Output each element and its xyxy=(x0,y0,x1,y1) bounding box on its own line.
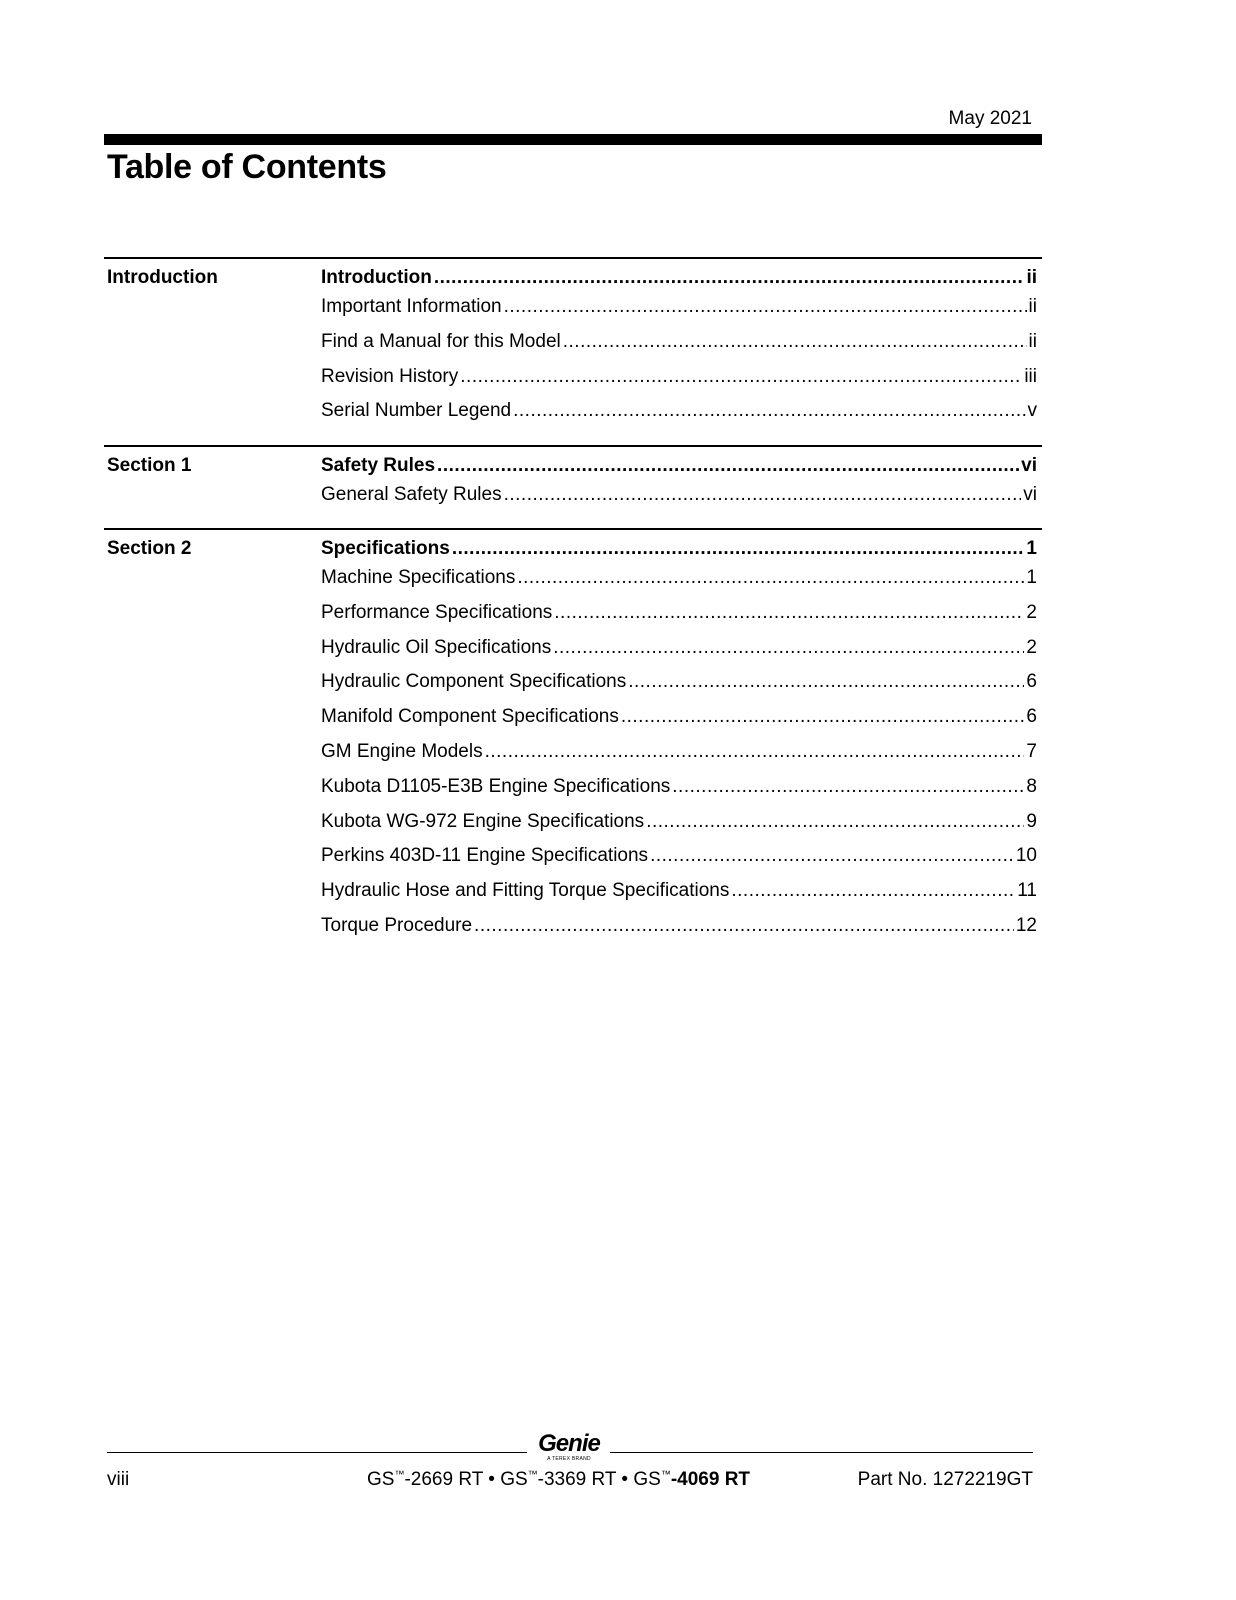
toc-entry-title: Kubota D1105-E3B Engine Specifications xyxy=(321,775,671,797)
toc-entry-title: Hydraulic Hose and Fitting Torque Specifications xyxy=(321,880,730,902)
toc-section-1 xyxy=(104,445,1042,505)
toc-leader-dots xyxy=(563,331,1027,353)
toc-entry-title: Perkins 403D-11 Engine Specifications xyxy=(321,845,649,867)
toc-entry-page: 6 xyxy=(1026,706,1037,728)
toc-entry-title: Important Information xyxy=(321,296,502,317)
toc-leader-dots xyxy=(621,706,1025,728)
date-label: May 2021 xyxy=(948,108,1032,129)
toc-entry[interactable] xyxy=(321,741,1037,776)
toc-entry-title: GM Engine Models xyxy=(321,740,483,762)
footer-rule-left xyxy=(107,1452,527,1453)
toc-entry-title: Hydraulic Oil Specifications xyxy=(321,636,552,658)
toc-entry[interactable] xyxy=(321,567,1037,602)
toc-leader-dots xyxy=(553,637,1024,659)
toc-leader-dots xyxy=(650,845,1014,867)
toc-entry-page: iii xyxy=(1024,365,1037,387)
toc-entry-page: ii xyxy=(1028,330,1037,352)
toc-entry-title: Performance Specifications xyxy=(321,601,553,623)
toc-entry-page: 1 xyxy=(1026,567,1037,588)
toc-leader-dots xyxy=(672,776,1024,798)
toc-entry[interactable] xyxy=(321,776,1037,811)
toc-entry-page: 7 xyxy=(1026,740,1037,762)
toc-entry-title: Find a Manual for this Model xyxy=(321,330,561,352)
toc-entry-title: Kubota WG-972 Engine Specifications xyxy=(321,810,645,832)
toc-entry-title: Manifold Component Specifications xyxy=(321,706,619,728)
toc-entry-page: 11 xyxy=(1017,880,1037,902)
footer-model-line: GS™-2669 RT • GS™-3369 RT • GS™-4069 RT xyxy=(367,1469,751,1490)
toc-leader-dots xyxy=(504,296,1027,318)
toc-entry-title: Introduction xyxy=(321,267,432,288)
header-rule xyxy=(104,134,1042,145)
toc-entry-page: v xyxy=(1027,400,1037,422)
toc-section-2 xyxy=(104,528,1042,936)
toc-entry-page: ii xyxy=(1028,296,1037,317)
toc-entry[interactable] xyxy=(321,602,1037,637)
footer-part-number: Part No. 1272219GT xyxy=(857,1469,1033,1490)
toc-entry-page: 9 xyxy=(1026,810,1037,832)
toc-leader-dots xyxy=(517,567,1024,589)
toc-entry[interactable] xyxy=(321,400,1037,435)
toc-leader-dots xyxy=(646,811,1024,833)
toc-entry[interactable] xyxy=(321,880,1037,915)
toc-entry[interactable] xyxy=(321,706,1037,741)
toc-entry-title: Specifications xyxy=(321,538,450,559)
toc-leader-dots xyxy=(434,267,1025,289)
toc-entry[interactable] xyxy=(321,845,1037,880)
toc-leader-dots xyxy=(452,538,1025,560)
toc-entry[interactable] xyxy=(321,484,1037,519)
footer-rule-right xyxy=(610,1452,1033,1453)
toc-entry-page: 12 xyxy=(1015,914,1037,936)
toc-entry-page: 2 xyxy=(1026,601,1037,623)
section-label: Section 2 xyxy=(107,538,192,559)
toc-entry-title: Machine Specifications xyxy=(321,567,516,588)
page-title: Table of Contents xyxy=(107,148,387,186)
toc-leader-dots xyxy=(474,915,1014,937)
toc-leader-dots xyxy=(485,741,1025,763)
toc-leader-dots xyxy=(437,455,1019,477)
toc-entry-page: vi xyxy=(1021,455,1037,476)
toc-entry-title: Safety Rules xyxy=(321,455,436,476)
section-label: Introduction xyxy=(107,267,218,288)
toc-entry[interactable] xyxy=(321,366,1037,401)
toc-entry-page: 2 xyxy=(1026,636,1037,658)
toc-leader-dots xyxy=(513,400,1025,422)
toc-entry-page: 10 xyxy=(1015,845,1037,867)
toc-leader-dots xyxy=(460,366,1022,388)
toc-entry[interactable] xyxy=(321,811,1037,846)
genie-logo: Genie A TEREX BRAND xyxy=(538,1430,600,1462)
toc-entry-page: vi xyxy=(1023,484,1037,505)
toc-entry-title: Torque Procedure xyxy=(321,914,473,936)
toc-section-introduction xyxy=(104,257,1042,422)
toc-entry[interactable] xyxy=(321,538,1037,567)
toc-leader-dots xyxy=(628,671,1024,693)
toc-entry-page: ii xyxy=(1026,267,1037,288)
toc-entry-title: General Safety Rules xyxy=(321,484,502,505)
toc-entry-page: 1 xyxy=(1026,538,1037,559)
toc-leader-dots xyxy=(554,602,1024,624)
toc-leader-dots xyxy=(504,484,1022,506)
toc-leader-dots xyxy=(731,880,1015,902)
toc-entry-title: Revision History xyxy=(321,365,459,387)
toc-entry-title: Hydraulic Component Specifications xyxy=(321,671,627,693)
toc-entry-page: 8 xyxy=(1026,775,1037,797)
toc-entry[interactable] xyxy=(321,671,1037,706)
toc-entry-title: Serial Number Legend xyxy=(321,400,512,422)
toc-entry[interactable] xyxy=(321,455,1037,484)
section-label: Section 1 xyxy=(107,455,192,476)
toc-entry-page: 6 xyxy=(1026,671,1037,693)
toc-entry[interactable] xyxy=(321,637,1037,672)
footer-page-number: viii xyxy=(107,1469,130,1490)
toc-entry[interactable] xyxy=(321,296,1037,331)
toc-entry[interactable] xyxy=(321,915,1037,950)
toc-entry[interactable] xyxy=(321,331,1037,366)
toc-entry[interactable] xyxy=(321,267,1037,296)
